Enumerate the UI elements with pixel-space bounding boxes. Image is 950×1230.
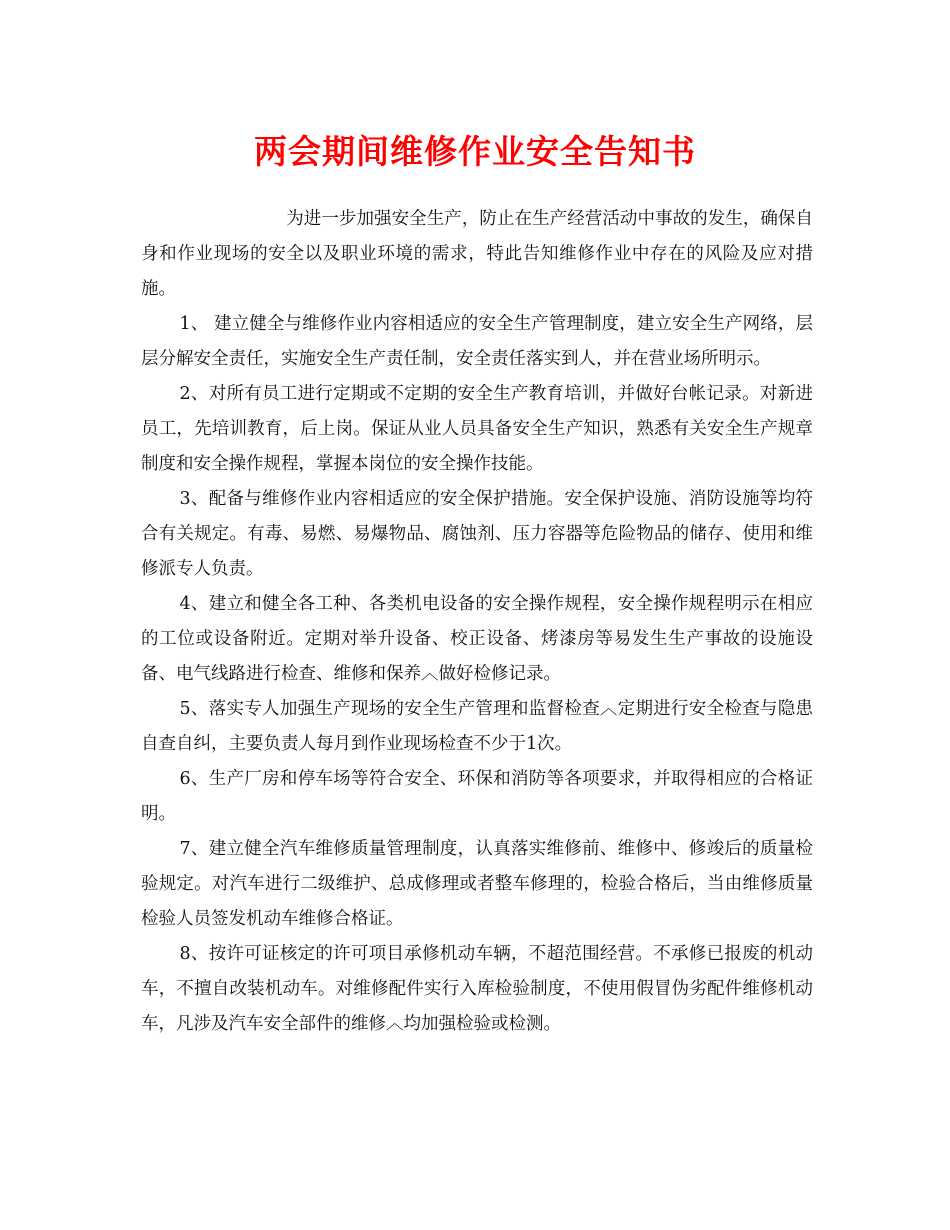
item-8-paragraph: 8、按许可证核定的许可项目承修机动车辆，不超范围经营。不承修已报废的机动车，不擅自改装机动车。对维修配件实行入库检验制度，不使用假冒伪劣配件维修机动车，凡涉及汽车安全部件的维修︿均加强检验或检测。	[141, 944, 813, 1034]
document-body	[141, 202, 813, 1042]
item-7-paragraph: 7、建立健全汽车维修质量管理制度，认真落实维修前、维修中、修竣后的质量检验规定。对汽车进行二级维护、总成修理或者整车修理的，检验合格后，当由维修质量检验人员签发机动车维修合格证。	[141, 839, 813, 929]
item-1-paragraph: 1、 建立健全与维修作业内容相适应的安全生产管理制度，建立安全生产网络，层层分解安全责任，实施安全生产责任制，安全责任落实到人，并在营业场所明示。	[141, 314, 813, 369]
item-6-paragraph: 6、生产厂房和停车场等符合安全、环保和消防等各项要求，并取得相应的合格证明。	[141, 769, 813, 824]
item-5-paragraph: 5、落实专人加强生产现场的安全生产管理和监督检查︿定期进行安全检查与隐患自查自纠，主要负责人每月到作业现场检查不少于1次。	[141, 699, 813, 754]
document-title: 两会期间维修作业安全告知书	[254, 132, 696, 171]
item-4-paragraph: 4、建立和健全各工种、各类机电设备的安全操作规程，安全操作规程明示在相应的工位或设备附近。定期对举升设备、校正设备、烤漆房等易发生生产事故的设施设备、电气线路进行检查、维修和保养︿做好检修记录。	[141, 594, 813, 684]
item-2-paragraph: 2、对所有员工进行定期或不定期的安全生产教育培训，并做好台帐记录。对新进员工，先培训教育，后上岗。保证从业人员具备安全生产知识，熟悉有关安全生产规章制度和安全操作规程，掌握本岗位的安全操作技能。	[141, 384, 813, 474]
item-3-paragraph: 3、配备与维修作业内容相适应的安全保护措施。安全保护设施、消防设施等均符合有关规定。有毒、易燃、易爆物品、腐蚀剂、压力容器等危险物品的储存、使用和维修派专人负责。	[141, 489, 813, 579]
intro-paragraph: 为进一步加强安全生产，防止在生产经营活动中事故的发生，确保自身和作业现场的安全以及职业环境的需求，特此告知维修作业中存在的风险及应对措施。	[141, 209, 813, 299]
